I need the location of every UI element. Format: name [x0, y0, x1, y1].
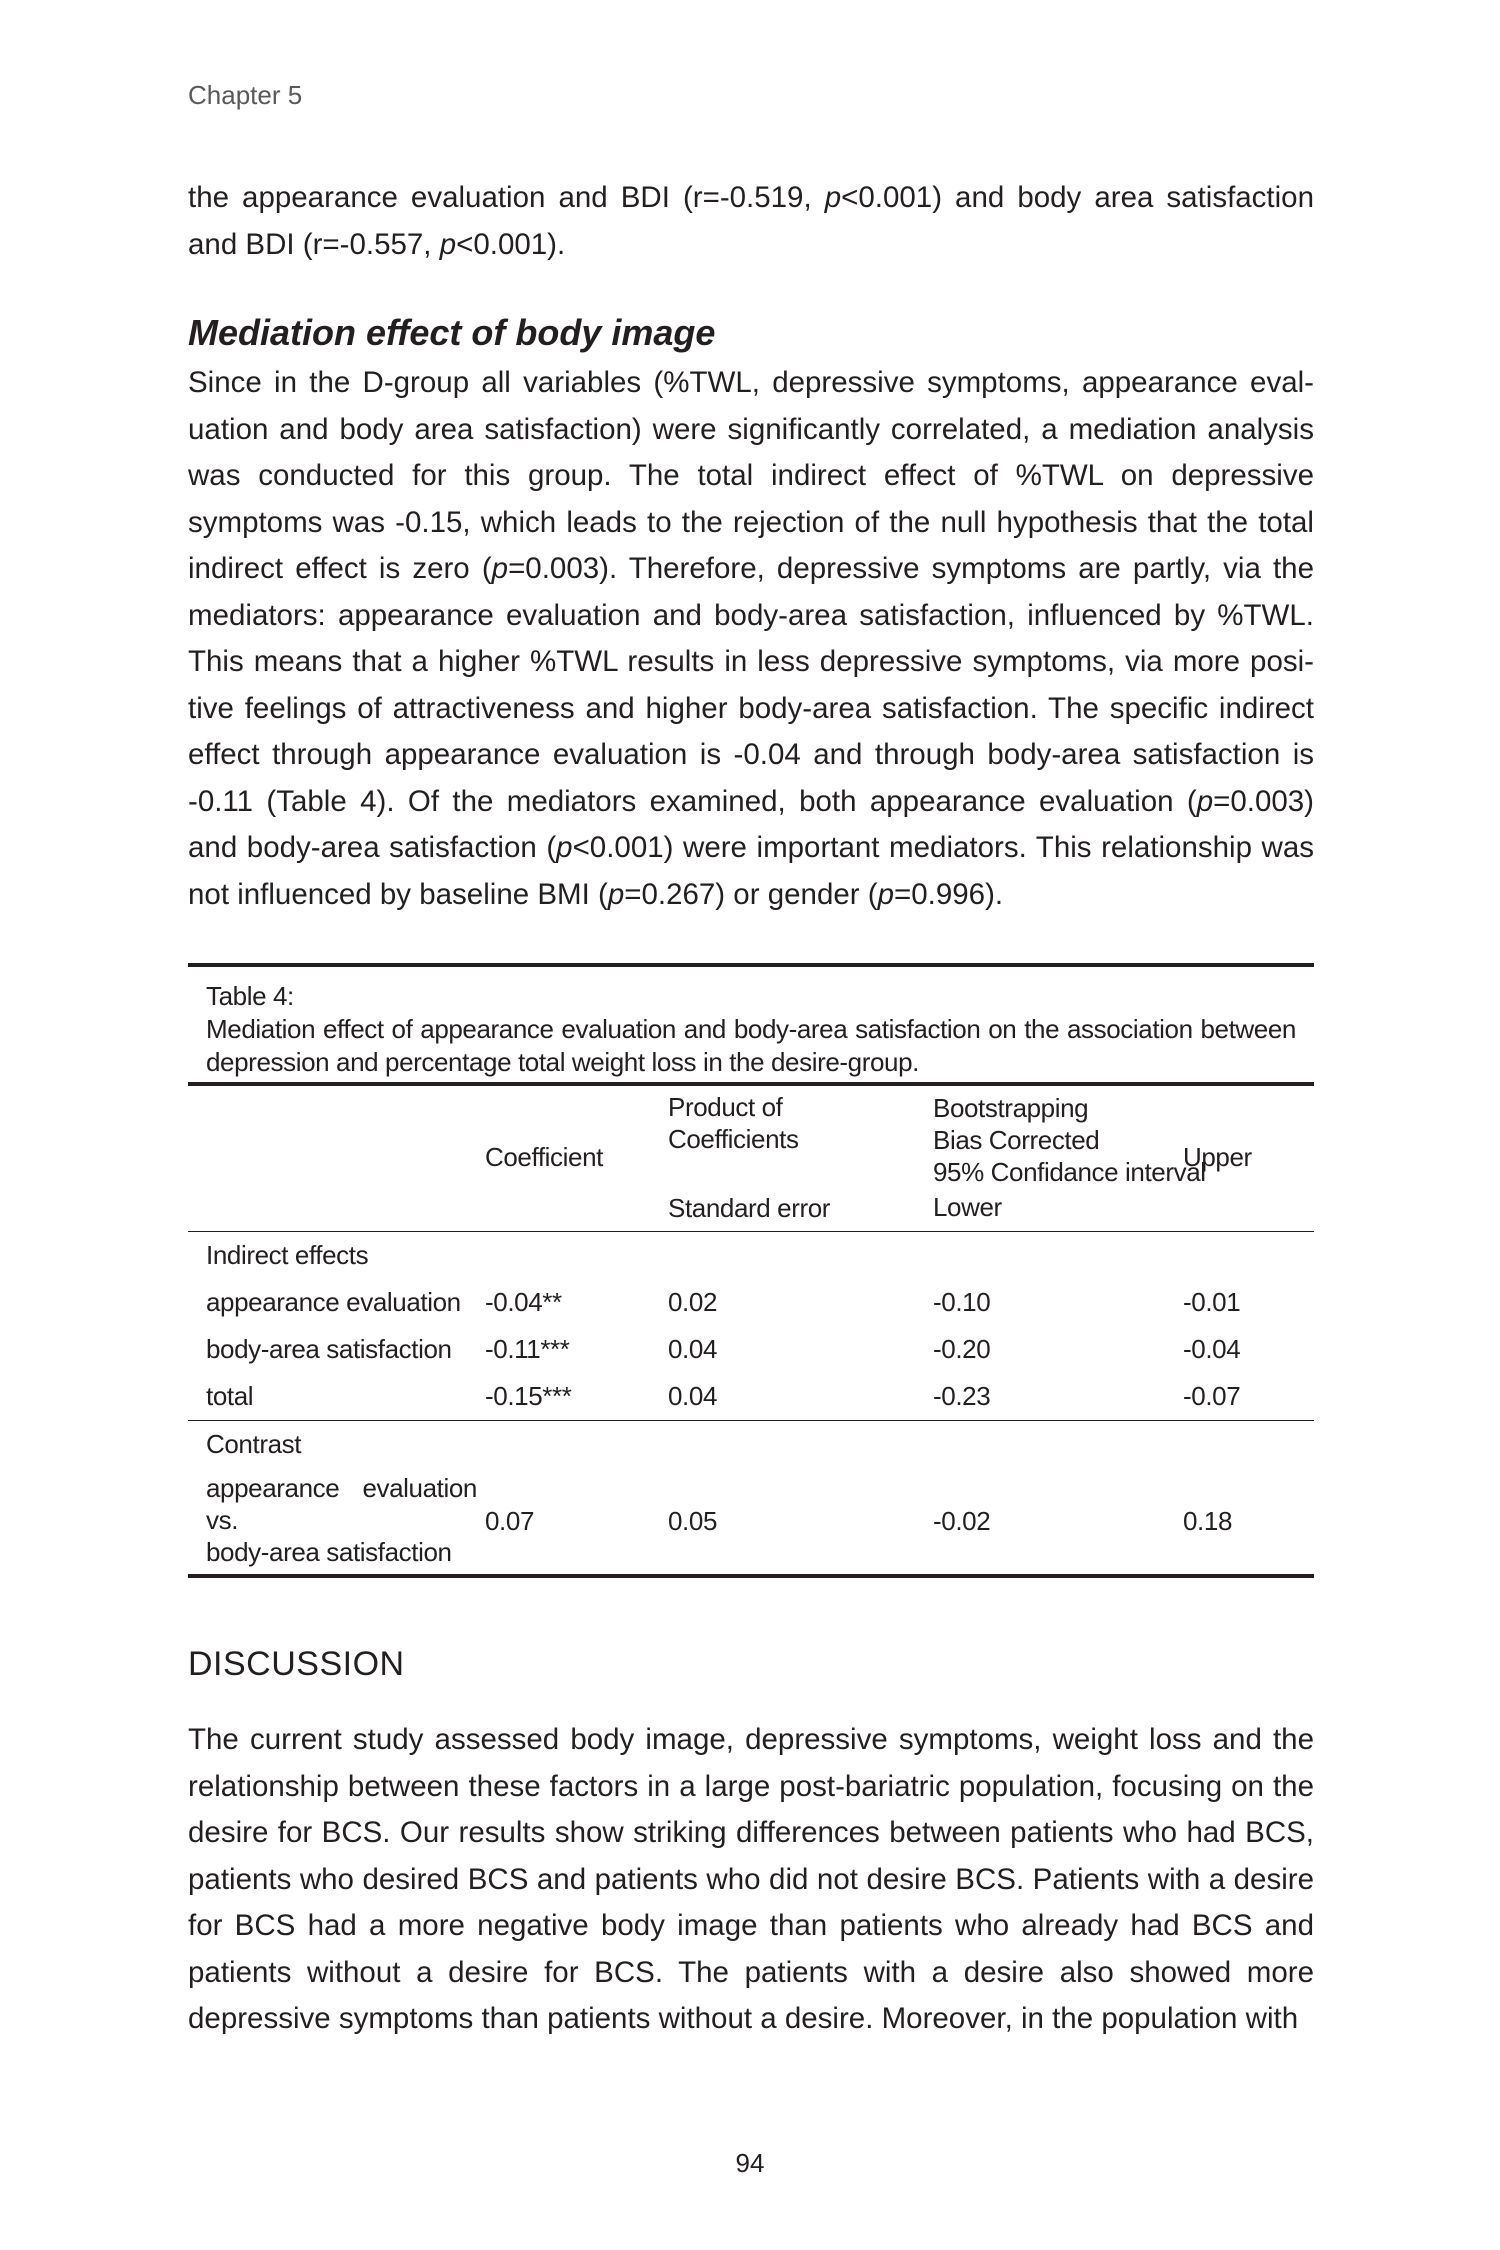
table-row	[188, 1326, 1314, 1373]
row-label-contrast: appearance evaluation vs. body-area satisfaction	[206, 1473, 477, 1567]
mediation-paragraph: Since in the D-group all variables (%TWL, depressive symptoms, appearance evaluation and body area satisfaction) were significantly correlated, a mediation analysis was conducted for this group. The total indirect effect of %TWL on depressive symptoms was -0.15, which leads to the rejection of the null hypothesis that the total indirect effect is zero (p=0.003). Therefore, depressive symptoms are partly, via the mediators: appearance evaluation and body-area satisfaction, influenced by %TWL. This means that a higher %TWL results in less depressive symptoms, via more positive feelings of attractiveness and higher body-area satisfaction. The specific indirect effect through appearance evaluation is -0.04 and through body-area satisfaction is -0.11 (Table 4). Of the mediators examined, both appearance evaluation (p=0.003) and body-area satisfaction (p<0.001) were important mediators. This relationship was not influenced by baseline BMI (p=0.267) or gender (p=0.996).	[188, 366, 1314, 911]
table-label: Table 4:	[206, 981, 294, 1011]
col-header-product: Product of Coefficients	[668, 1092, 799, 1154]
cell-coefficient: -0.04**	[485, 1287, 562, 1317]
group-label-indirect: Indirect effects	[188, 1232, 1314, 1280]
col-header-coefficient: Coefficient	[485, 1142, 603, 1172]
page-number: 94	[735, 2148, 765, 2178]
table-header-row	[188, 1086, 1314, 1232]
discussion-paragraph: The current study assessed body image, depressive symptoms, weight loss and the relationship between these factors in a large post-bariatric population, focusing on the desire for BCS. Our results show striking differences between patients who had BCS, patients who desired BCS and patients who did not desire BCS. Patients with a desire for BCS had a more negative body image than patients who already had BCS and patients without a desire for BCS. The patients with a desire also showed more depressive symptoms than patients without a desire. Moreover, in the population with	[188, 1723, 1314, 2035]
table-row	[188, 1373, 1314, 1421]
cell-lower: -0.10	[933, 1287, 991, 1317]
intro-paragraph: the appearance evaluation and BDI (r=-0.519, p<0.001) and body area satisfaction and BDI (r=-0.557, p<0.001).	[188, 181, 1314, 261]
table-row	[188, 1279, 1314, 1326]
group-label-contrast: Contrast	[188, 1421, 1314, 1469]
cell-standard-error: 0.04	[668, 1334, 718, 1364]
col-header-bootstrapping: Bootstrapping Bias Corrected 95% Confidance interval	[933, 1093, 1206, 1187]
cell-upper: -0.07	[1183, 1381, 1241, 1411]
cell-coefficient: -0.11***	[485, 1334, 570, 1364]
cell-standard-error: 0.05	[668, 1505, 718, 1536]
cell-standard-error: 0.04	[668, 1381, 718, 1411]
table-row-group-contrast	[188, 1421, 1314, 1469]
col-header-upper: Upper	[1183, 1142, 1252, 1172]
col-header-lower: Lower	[933, 1192, 1002, 1222]
cell-standard-error: 0.02	[668, 1287, 718, 1317]
cell-coefficient: -0.15***	[485, 1381, 572, 1411]
table-4	[188, 963, 1314, 1578]
table-caption	[188, 967, 1314, 1082]
cell-upper: 0.18	[1183, 1505, 1233, 1536]
table-caption-line-1: Mediation effect of appearance evaluation and body-area satisfaction on the association between	[206, 1014, 1296, 1044]
cell-lower: -0.02	[933, 1505, 991, 1536]
cell-lower: -0.23	[933, 1381, 991, 1411]
cell-coefficient: 0.07	[485, 1505, 535, 1536]
section-heading-discussion: DISCUSSION	[188, 1645, 405, 1683]
row-label: body-area satisfaction	[206, 1334, 452, 1364]
table-caption-line-2: depression and percentage total weight loss in the desire-group.	[206, 1047, 919, 1077]
cell-upper: -0.01	[1183, 1287, 1241, 1317]
running-header: Chapter 5	[188, 80, 303, 110]
table-row-group-indirect	[188, 1232, 1314, 1280]
table-row	[188, 1468, 1314, 1574]
col-header-standard-error: Standard error	[668, 1193, 831, 1223]
row-label: total	[206, 1381, 254, 1411]
section-heading-mediation: Mediation effect of body image	[188, 312, 716, 353]
table-bottom-rule	[188, 1574, 1314, 1578]
cell-lower: -0.20	[933, 1334, 991, 1364]
results-table	[188, 1086, 1314, 1574]
cell-upper: -0.04	[1183, 1334, 1241, 1364]
row-label: appearance evaluation	[206, 1287, 461, 1317]
